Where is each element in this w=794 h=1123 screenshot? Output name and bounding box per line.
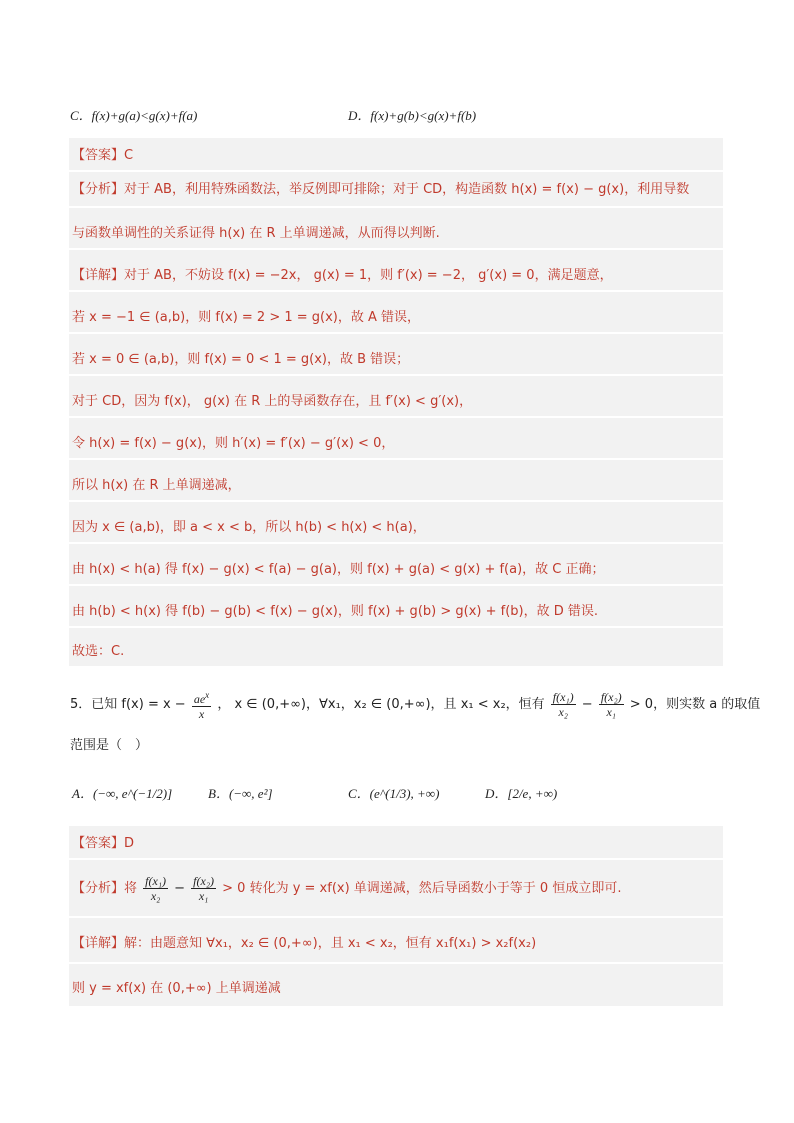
sol5-f1-num: f(x₁)	[145, 874, 166, 888]
sol4-analysis-1: 【分析】对于 AB，利用特殊函数法，举反例即可排除；对于 CD，构造函数 h(x) = f(x) − g(x)，利用导数	[72, 182, 690, 197]
q5-frac-den: x	[198, 707, 205, 721]
q5-option-b: B．(−∞, e²]	[208, 786, 273, 801]
q5-f2-den: x₁	[606, 705, 616, 719]
solution-4-block	[69, 138, 723, 666]
sol5-fraction-2	[191, 874, 216, 903]
sol4-detail-2: 若 x = −1 ∈ (a,b)，则 f(x) = 2 > 1 = g(x)，故 A 错误，	[72, 310, 421, 325]
sol5-analysis-post: > 0 转化为 y = xf(x) 单调递减，然后导函数小于等于 0 恒成立即可.	[222, 881, 622, 896]
solution-5-block	[69, 826, 723, 1006]
sol4-detail-6: 所以 h(x) 在 R 上单调递减，	[72, 478, 241, 493]
sol4-detail-7: 因为 x ∈ (a,b)，即 a < x < b，所以 h(b) < h(x) < h(a)，	[72, 520, 426, 535]
q5-stem	[70, 688, 760, 721]
sol4-detail-10: 故选：C.	[72, 644, 125, 659]
sol4-detail-5: 令 h(x) = f(x) − g(x)，则 h′(x) = f′(x) − g′(x) < 0，	[72, 436, 395, 451]
q5-f1-den: x₂	[558, 705, 568, 719]
q5-fraction-1	[551, 690, 576, 719]
q5-function-fraction	[192, 688, 211, 721]
q5-option-c: C．(e^(1/3), +∞)	[348, 786, 440, 801]
sol4-analysis-2: 与函数单调性的关系证得 h(x) 在 R 上单调递减，从而得以判断.	[72, 226, 440, 241]
sol4-answer: 【答案】C	[72, 148, 134, 163]
q5-stem-mid: ， x ∈ (0,+∞)，∀x₁，x₂ ∈ (0,+∞)，且 x₁ < x₂，恒有	[217, 697, 545, 712]
sol5-answer: 【答案】D	[72, 836, 135, 851]
sol5-analysis-pre: 【分析】将	[72, 881, 138, 896]
sol5-fraction-1	[143, 874, 168, 903]
q5-stem-line2: 范围是（ ）	[70, 738, 149, 753]
sol4-detail-8: 由 h(x) < h(a) 得 f(x) − g(x) < f(a) − g(a)，则 f(x) + g(a) < g(x) + f(a)，故 C 正确；	[72, 562, 605, 577]
q5-frac-num: ae	[193, 692, 206, 706]
sol5-f2-num: f(x₂)	[193, 874, 214, 888]
q5-option-d: D．[2/e, +∞)	[485, 786, 558, 801]
sol5-minus: −	[174, 881, 186, 896]
q5-f1-num: f(x₁)	[552, 690, 574, 704]
q5-minus: −	[581, 697, 593, 712]
sol5-analysis	[72, 874, 621, 903]
q5-option-a: A．(−∞, e^(−1/2)]	[72, 786, 173, 801]
sol4-detail-4: 对于 CD，因为 f(x)， g(x) 在 R 上的导函数存在，且 f′(x) < g′(x)，	[72, 394, 473, 409]
sol5-detail-2: 则 y = xf(x) 在 (0,+∞) 上单调递减	[72, 981, 281, 996]
q5-f2-num: f(x₂)	[600, 690, 622, 704]
sol5-detail-1: 【详解】解：由题意知 ∀x₁，x₂ ∈ (0,+∞)，且 x₁ < x₂，恒有 x₁f(x₁) > x₂f(x₂)	[72, 936, 537, 951]
sol4-detail-9: 由 h(b) < h(x) 得 f(b) − g(b) < f(x) − g(x)，则 f(x) + g(b) > g(x) + f(b)，故 D 错误.	[72, 604, 598, 619]
sol4-detail-3: 若 x = 0 ∈ (a,b)，则 f(x) = 0 < 1 = g(x)，故 B 错误；	[72, 352, 410, 367]
q5-stem-tail: > 0，则实数 a 的取值	[629, 697, 761, 712]
q5-fraction-2	[599, 690, 624, 719]
q5-stem-prefix: 5．已知 f(x) = x −	[70, 697, 186, 712]
q4-option-d: D．f(x)+g(b)<g(x)+f(b)	[348, 108, 477, 123]
sol5-f1-den: x₂	[150, 889, 161, 903]
sol5-f2-den: x₁	[198, 889, 209, 903]
q4-option-c: C．f(x)+g(a)<g(x)+f(a)	[70, 108, 198, 123]
q5-frac-sup: x	[205, 690, 210, 700]
sol4-detail-1: 【详解】对于 AB，不妨设 f(x) = −2x， g(x) = 1，则 f′(x) = −2， g′(x) = 0，满足题意，	[72, 268, 613, 283]
